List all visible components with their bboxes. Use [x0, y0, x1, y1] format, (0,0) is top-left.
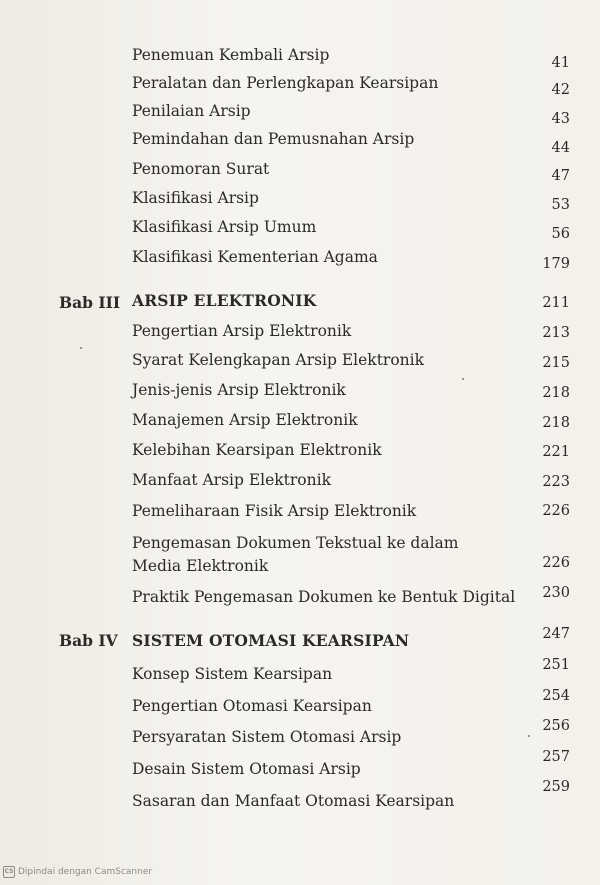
toc-entry-title: Pengertian Otomasi Kearsipan: [132, 697, 372, 715]
toc-entry-title-line1: Pengemasan Dokumen Tekstual ke dalam: [132, 534, 459, 552]
camscanner-logo: CS: [3, 866, 15, 878]
toc-entry-title: Klasifikasi Arsip Umum: [132, 218, 317, 236]
toc-entry-title: Sasaran dan Manfaat Otomasi Kearsipan: [132, 792, 455, 810]
scanner-watermark: [3, 866, 152, 878]
toc-entry-page: 226: [542, 503, 570, 519]
chapter-page: 247: [542, 626, 570, 642]
toc-entry-title-line2: Media Elektronik: [132, 557, 269, 575]
toc-entry-page: 56: [551, 226, 570, 242]
toc-entry-page: 218: [542, 385, 570, 401]
chapter-number: Bab IV: [59, 631, 118, 650]
speck-mark: [80, 347, 82, 349]
toc-entry-title: Pemindahan dan Pemusnahan Arsip: [132, 130, 415, 148]
toc-entry-page: 256: [542, 718, 570, 734]
toc-entry-page: 221: [542, 444, 570, 460]
toc-entry-title: Desain Sistem Otomasi Arsip: [132, 760, 361, 778]
toc-entry-page: 213: [542, 325, 570, 341]
toc-entry-title: Konsep Sistem Kearsipan: [132, 665, 333, 683]
chapter-title: SISTEM OTOMASI KEARSIPAN: [132, 631, 410, 650]
toc-entry-title: Penilaian Arsip: [132, 102, 251, 120]
toc-entry-page: 223: [542, 474, 570, 490]
toc-entry-title: Peralatan dan Perlengkapan Kearsipan: [132, 74, 439, 92]
chapter-number: Bab III: [59, 293, 121, 312]
toc-entry-title: Penemuan Kembali Arsip: [132, 46, 330, 64]
scanner-text: Dipindai dengan CamScanner: [18, 867, 153, 877]
toc-entry-page: 254: [542, 688, 570, 704]
toc-entry-page: 179: [542, 256, 570, 272]
toc-entry-page: 44: [551, 140, 570, 156]
toc-entry-page: 42: [551, 82, 570, 98]
toc-entry-title: Manfaat Arsip Elektronik: [132, 471, 331, 489]
toc-entry-page: 251: [542, 657, 570, 673]
toc-entry-title: Kelebihan Kearsipan Elektronik: [132, 441, 382, 459]
chapter-title: ARSIP ELEKTRONIK: [132, 291, 317, 310]
toc-entry-title: Persyaratan Sistem Otomasi Arsip: [132, 728, 402, 746]
toc-entry-page: 259: [542, 779, 570, 795]
toc-entry-page: 43: [551, 111, 570, 127]
toc-entry-page: 47: [551, 168, 570, 184]
toc-entry-page: 230: [542, 585, 570, 601]
toc-entry-title: Klasifikasi Arsip: [132, 189, 259, 207]
toc-entry-page: 257: [542, 749, 570, 765]
toc-entry-page: 41: [551, 55, 570, 71]
toc-entry-page: 226: [542, 555, 570, 571]
speck-mark: [462, 378, 464, 380]
toc-entry-title: Pemeliharaan Fisik Arsip Elektronik: [132, 502, 417, 520]
toc-entry-title: Manajemen Arsip Elektronik: [132, 411, 358, 429]
toc-entry-page: 215: [542, 355, 570, 371]
toc-entry-page: 218: [542, 415, 570, 431]
toc-entry-title: Penomoran Surat: [132, 160, 270, 178]
speck-mark: [528, 735, 530, 737]
toc-entry-title: Praktik Pengemasan Dokumen ke Bentuk Digital: [132, 588, 516, 606]
toc-entry-title: Jenis-jenis Arsip Elektronik: [132, 381, 346, 399]
toc-entry-title: Pengertian Arsip Elektronik: [132, 322, 352, 340]
toc-entry-title: Syarat Kelengkapan Arsip Elektronik: [132, 351, 425, 369]
toc-entry-page: 53: [551, 197, 570, 213]
chapter-page: 211: [542, 295, 570, 311]
toc-entry-title: Klasifikasi Kementerian Agama: [132, 248, 378, 266]
